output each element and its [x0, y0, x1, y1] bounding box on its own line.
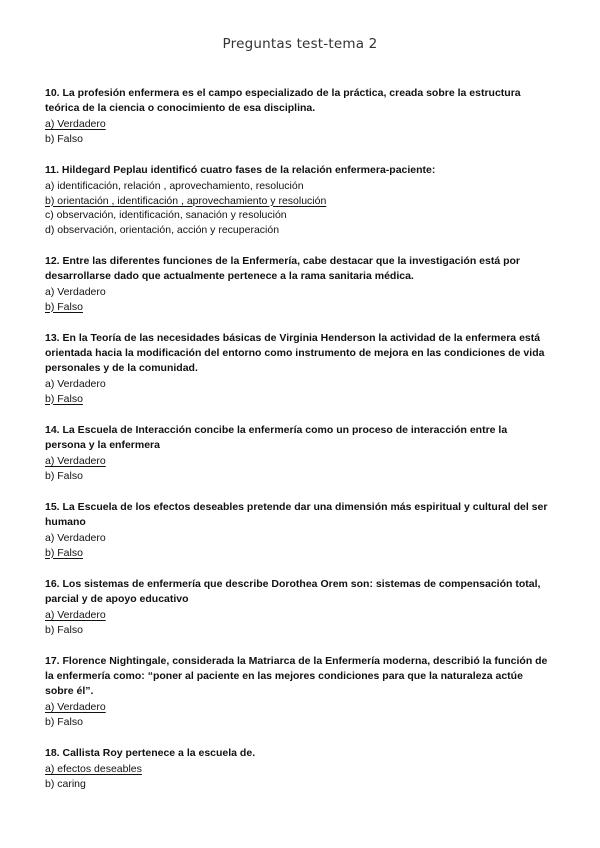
question-text: 17. Florence Nightingale, considerada la Matriarca de la Enfermería moderna, describió la función de la enfermería como: “poner al paciente en las mejores condiciones para que la naturaleza actúe sobre él”. [45, 655, 548, 697]
option-a: a) Verdadero [45, 701, 106, 713]
question-16 [45, 577, 550, 637]
question-10 [45, 86, 550, 146]
option-b: b) Falso [45, 392, 83, 405]
option-b: b) Falso [45, 132, 83, 145]
question-14 [45, 423, 550, 483]
question-17 [45, 654, 550, 729]
option-a: a) Verdadero [45, 378, 106, 390]
question-12 [45, 254, 550, 314]
question-18 [45, 746, 550, 791]
question-list [45, 86, 550, 808]
question-text: 13. En la Teoría de las necesidades básicas de Virginia Henderson la actividad de la enfermera está orientada hacia la modificación del entorno como instrumento de mejora en las condiciones de vida personales y de la comunidad. [45, 332, 545, 374]
question-text: 15. La Escuela de los efectos deseables pretende dar una dimensión más espiritual y cultural del ser humano [45, 501, 548, 528]
option-a: a) Verdadero [45, 455, 106, 467]
option-a: a) Verdadero [45, 532, 106, 544]
option-a: a) Verdadero [45, 609, 106, 621]
question-text: 18. Callista Roy pertenece a la escuela de. [45, 747, 256, 759]
question-text: 12. Entre las diferentes funciones de la Enfermería, cabe destacar que la investigación está por desarrollarse dado que actualmente pertenece a la rama sanitaria médica. [45, 255, 521, 282]
option-b: b) Falso [45, 623, 83, 636]
option-a: a) Verdadero [45, 286, 106, 298]
option-a: a) identificación, relación , aprovechamiento, resolución [45, 180, 304, 192]
question-text: 10. La profesión enfermera es el campo especializado de la práctica, creada sobre la estructura teórica de la ciencia o conocimiento de esa disciplina. [45, 87, 521, 114]
page-title: Preguntas test-tema 2 [222, 36, 378, 52]
option-a: a) efectos deseables [45, 763, 142, 775]
option-b: b) orientación , identificación , aprovechamiento y resolución [45, 194, 327, 207]
option-d: d) observación, orientación, acción y recuperación [45, 223, 280, 236]
question-text: 16. Los sistemas de enfermería que describe Dorothea Orem son: sistemas de compensación total, parcial y de apoyo educativo [45, 578, 541, 605]
question-text: 14. La Escuela de Interacción concibe la enfermería como un proceso de interacción entre la persona y la enfermera [45, 424, 508, 451]
option-b: b) Falso [45, 715, 83, 728]
option-b: b) Falso [45, 546, 83, 559]
question-11 [45, 163, 550, 237]
option-b: b) caring [45, 777, 86, 790]
question-text: 11. Hildegard Peplau identificó cuatro fases de la relación enfermera-paciente: [45, 164, 436, 176]
option-b: b) Falso [45, 469, 83, 482]
question-13 [45, 331, 550, 406]
question-15 [45, 500, 550, 560]
option-a: a) Verdadero [45, 118, 106, 130]
option-b: b) Falso [45, 300, 83, 313]
option-c: c) observación, identificación, sanación y resolución [45, 209, 287, 221]
